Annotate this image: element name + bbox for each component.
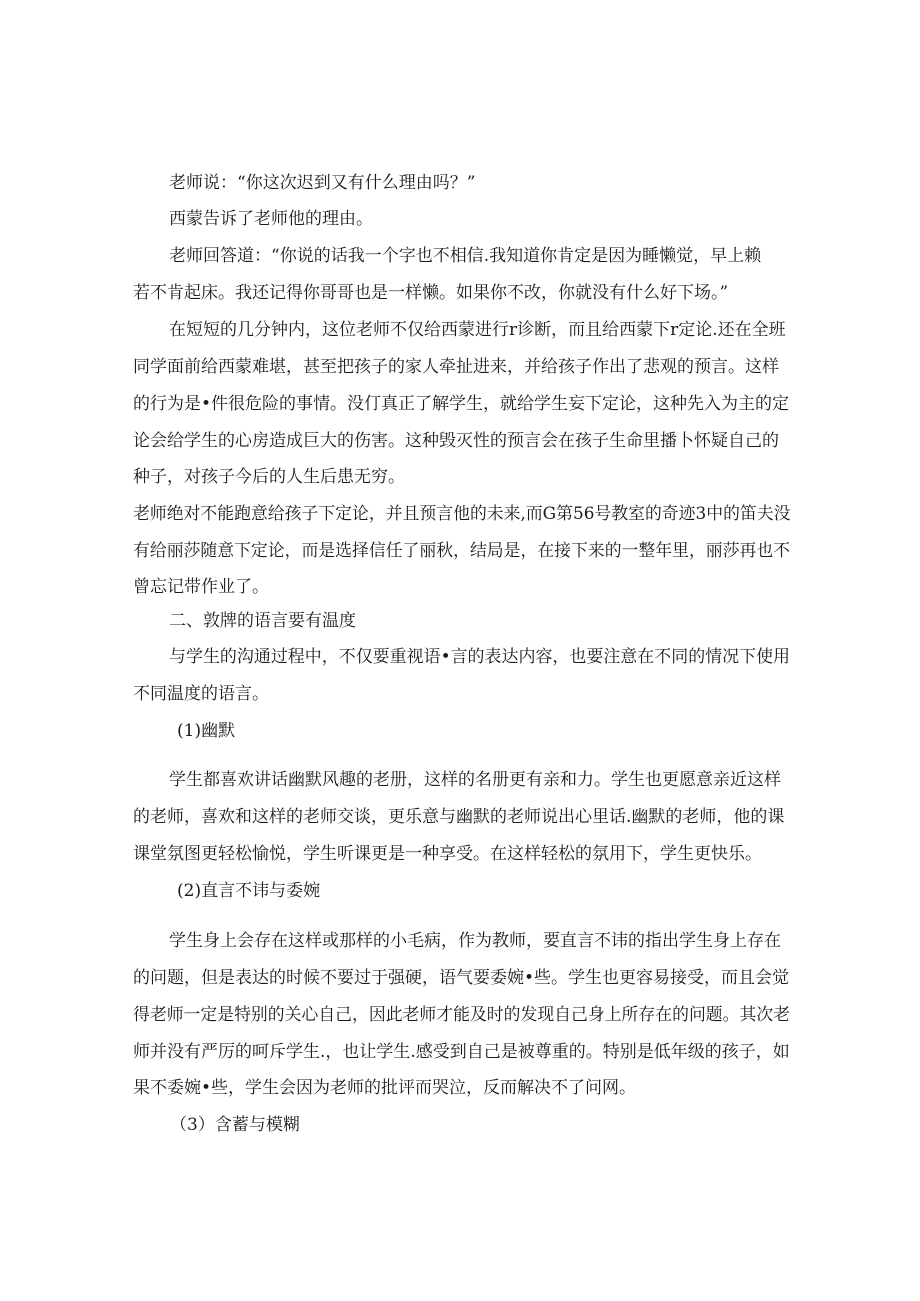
text-line: 老师回答道：“你说的话我一个字也不相信.我知道你肯定是因为睡懒觉，早上赖: [169, 246, 762, 266]
text-line: 有给丽莎随意下定论，而是选择信任了丽秋，结局是，在接下来的一整年里，丽莎再也不: [133, 541, 791, 561]
text-line: 种子，对孩子今后的人生后患无穷。: [133, 467, 405, 487]
text-line: 师并没有严厉的呵斥学生.，也让学生.感受到自己是被尊重的。特别是低年级的孩子，如: [133, 1042, 790, 1062]
text-line: 老师说：“你这次迟到又有什么理由吗？”: [169, 173, 476, 193]
text-line: 课堂氛图更轻松愉悦，学生听课更是一种享受。在这样轻松的氛用下，学生更快乐。: [133, 844, 762, 864]
text-line: 曾忘记带作业了。: [133, 577, 269, 597]
text-line: 学生身上会存在这样或那样的小毛病，作为教师，要直言不讳的指出学生身上存在: [169, 931, 781, 951]
text-line: 在短短的几分钟内，这位老师不仅给西蒙进行r诊断，而且给西蒙下r定论.还在全班: [169, 320, 786, 340]
subsection-heading: (1)幽默: [177, 721, 236, 741]
text-line: 论会给学生的心房造成巨大的伤害。这种毁灭性的预言会在孩子生命里播卜怀疑自己的: [133, 431, 779, 451]
text-line: 的老师，喜欢和这样的老师交谈，更乐意与幽默的老师说出心里话.幽默的老师，他的课: [133, 807, 785, 827]
text-line: 同学面前给西蒙难堪，甚至把孩子的家人牵扯进来，并给孩子作出了悲观的预言。这样: [133, 357, 779, 377]
text-line: 的问题，但是表达的时候不要过于强硬，语气要委婉•些。学生也更容易接受，而且会觉: [133, 968, 790, 988]
text-line: 不同温度的语言。: [133, 684, 269, 704]
section-heading: 二、敦牌的语言要有温度: [169, 611, 356, 631]
text-line: 的行为是•件很危险的事情。没仃真正了解学生，就给学生妄下定论，这种先入为主的定: [133, 394, 790, 414]
text-line: 与学生的沟通过程中，不仅要重视语•言的表达内容，也要注意在不同的情况下使用: [169, 647, 791, 667]
text-line: 老师绝对不能跑意给孩子下定论，并且预言他的未来,而G第56号教室的奇迹3中的笛夫没: [133, 504, 791, 524]
subsection-heading: (2)直言不讳与委婉: [177, 881, 321, 901]
text-line: 学生都喜欢讲话幽默风趣的老册，这样的名册更有亲和力。学生也更愿意亲近这样: [169, 770, 781, 790]
subsection-heading: （3）含蓄与模糊: [170, 1115, 300, 1135]
text-line: 若不肯起床。我还记得你哥哥也是一样懒。如果你不改，你就没有什么好下场。”: [133, 283, 729, 303]
text-line: 果不委婉•些，学生会因为老师的批评而哭泣，反而解决不了问网。: [133, 1078, 637, 1098]
text-line: 西蒙告诉了老师他的理由。: [169, 209, 373, 229]
text-line: 得老师一定是特别的关心自己，因此老师才能及时的发现自己身上所存在的问题。其次老: [133, 1005, 791, 1025]
